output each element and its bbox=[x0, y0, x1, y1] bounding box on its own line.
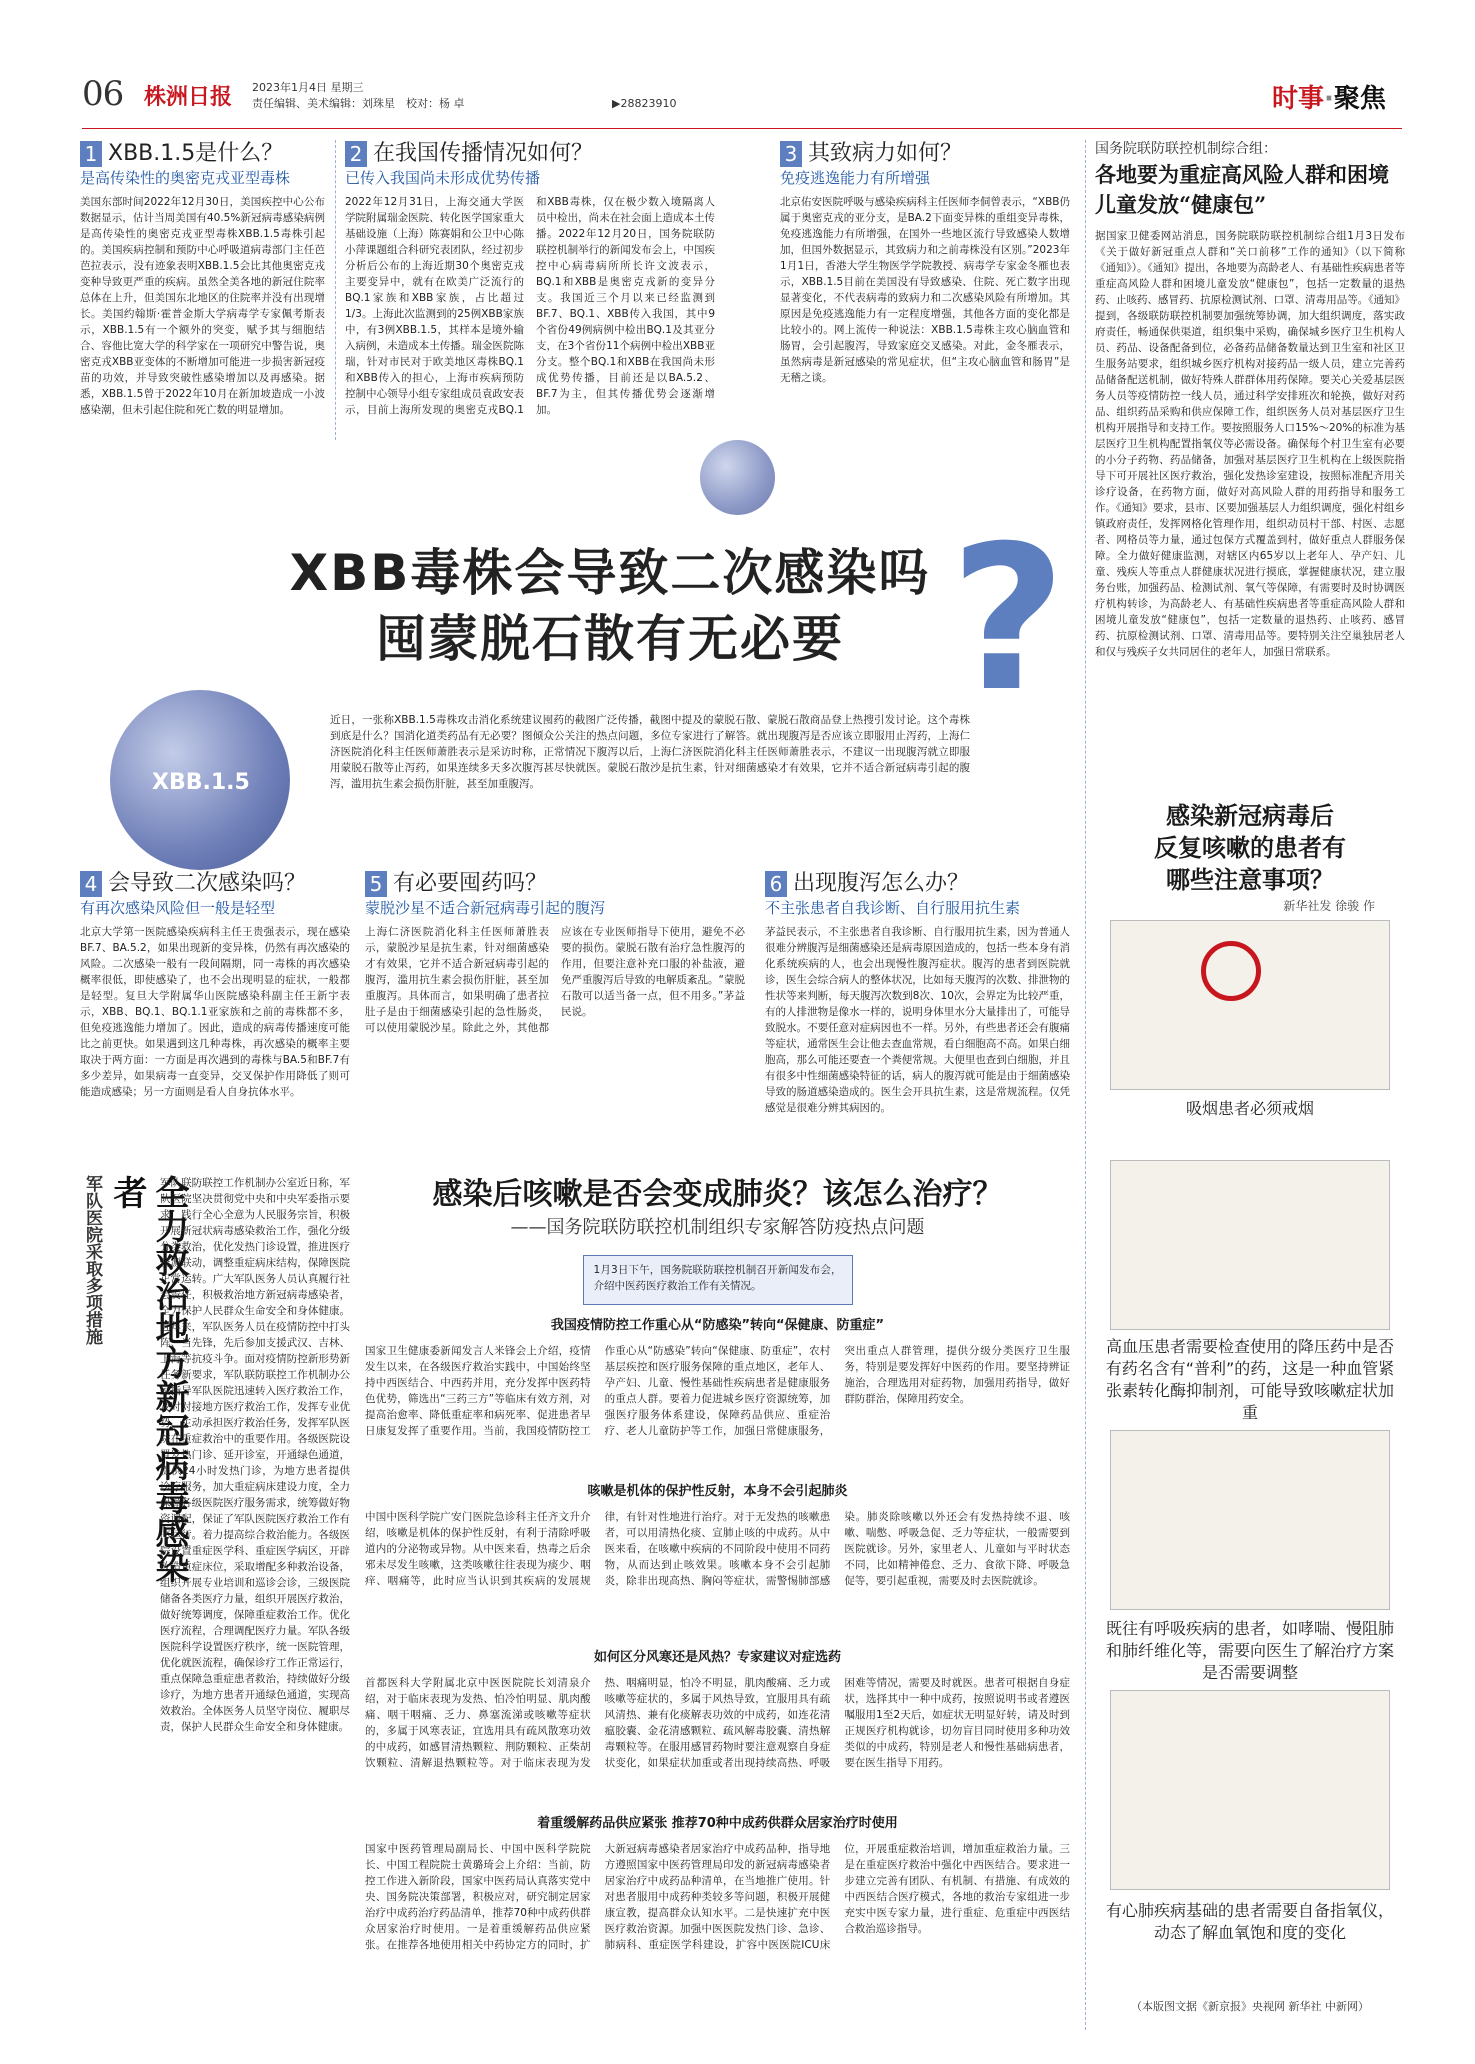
main-heading-1: 我国疫情防控工作重心从“防感染”转向“保健康、防重症” bbox=[550, 1318, 885, 1333]
q4-body: 北京大学第一医院感染疾病科主任王贵强表示，现在感染BF.7、BA.5.2，如果出现新的变异株，仍然有再次感染的风险。二次感染一般有一段间隔期，同一毒株的再次感染概率很低，即使感染了，也不会出现明显的症状，一般都是轻型。复旦大学附属华山医院感染科副主任王新宇表示，XBB、BQ.1、BQ.1.1亚家族和之前的毒株都不多，但免疫逃逸能力增加了。因此，造成的病毒传播速度可能比之前更快。如果遇到这几种毒株，再次感染的概率主要取决于两方面：一方面是再次遇到的毒株与BA.5和BF.7有多少差异，如果病毒一直变异，交叉保护作用降低了则可能造成感染；另一方面则是看人自身抗体水平。 bbox=[80, 926, 350, 1098]
main-subtitle: ——国务院联防联控机制组织专家解答防疫热点问题 bbox=[510, 1217, 925, 1238]
paper-logo: 株洲日报 bbox=[144, 84, 233, 110]
header-rule bbox=[82, 128, 1402, 129]
main-para-2: 中国中医科学院广安门医院急诊科主任齐文升介绍，咳嗽是机体的保护性反射，有利于清除呼吸道内的分泌物或异物。从中医来看，热毒之后余邪未尽发生咳嗽，这类咳嗽往往表现为痰少、咽痒、咽痛等，此时应当认识到其疾病的发展规律，有针对性地进行治疗。对于无发热的咳嗽患者，可以用清热化痰、宣肺止咳的中成药。从中医来看，在咳嗽中疾病的不同阶段中使用不同药物，从而达到止咳效果。咳嗽本身不会引起肺炎，除非出现高热、胸闷等症状，需警惕肺部感染。肺炎除咳嗽以外还会有发热持续不退、咳嗽、喘憋、呼吸急促、乏力等症状，一般需要到医院就诊。另外，家里老人、儿童如与平时状态不同，比如精神倦怠、乏力、食欲下降、呼吸急促等，要引起重视，需要及时去医院就诊。 bbox=[365, 1511, 1070, 1587]
banner-title-2: 囤蒙脱石散有无必要 bbox=[376, 610, 844, 668]
no-smoking-icon bbox=[1201, 941, 1261, 1001]
main-title: 感染后咳嗽是否会变成肺炎？该怎么治疗？ bbox=[432, 1177, 1003, 1212]
q5-body: 上海仁济医院消化科主任医师萧胜表示，蒙脱沙星是抗生素，针对细菌感染才有效果，它并不适合新冠病毒引起的腹泻，滥用抗生素会损伤肝脏，甚至加重腹泻。具体而言，如果明确了患者拉肚子是由于细菌感染引起的急性肠炎，可以使用蒙脱沙星。除此之外，其他都应该在专业医师指导下使用，避免不必要的损伤。蒙脱石散有治疗急性腹泻的作用，但要注意补充口服的补盐液，避免严重腹泻后导致的电解质紊乱。“蒙脱石散可以适当备一点，但不用多。”茅益民说。 bbox=[365, 926, 745, 1034]
cartoon-caption-2: 高血压患者需要检查使用的降压药中是否有药名含有“普利”的药，这是一种血管紧张素转化酶抑制剂，可能导致咳嗽症状加重 bbox=[1105, 1337, 1395, 1422]
page-number: 06 bbox=[82, 74, 124, 114]
q3-subtitle: 免疫逃逸能力有所增强 bbox=[780, 169, 931, 187]
cartoon-title-2: 反复咳嗽的患者有 bbox=[1154, 834, 1346, 862]
q1-number: 1 bbox=[80, 141, 102, 167]
cartoon-credit: 新华社发 徐骏 作 bbox=[1283, 899, 1375, 913]
cartoon-caption-4: 有心肺疾病基础的患者需要自备指氧仪，动态了解血氧饱和度的变化 bbox=[1105, 1901, 1394, 1942]
q6-title: 出现腹泻怎么办？ bbox=[793, 871, 970, 896]
right-article bbox=[1095, 138, 1405, 780]
divider bbox=[335, 140, 336, 440]
hotline: ▶28823910 bbox=[612, 97, 677, 110]
section-dot: · bbox=[1324, 84, 1334, 114]
section-title-a: 时事 bbox=[1272, 84, 1325, 114]
military-headline: 全力救治地方新冠病毒感染者 bbox=[107, 1175, 189, 1583]
q5-number: 5 bbox=[365, 871, 387, 897]
question-mark-icon: ? bbox=[950, 503, 1067, 736]
cartoon-caption-1: 吸烟患者必须戒烟 bbox=[1185, 1099, 1314, 1118]
q6-number: 6 bbox=[765, 871, 787, 897]
main-heading-2: 咳嗽是机体的保护性反射，本身不会引起肺炎 bbox=[587, 1484, 848, 1499]
q6-block bbox=[765, 870, 1070, 1164]
military-article bbox=[80, 1175, 350, 2005]
cartoon-panel-3 bbox=[1110, 1430, 1390, 1610]
main-article bbox=[365, 1175, 1070, 2015]
cartoon-panel-1 bbox=[1110, 920, 1390, 1090]
cartoon-caption-3: 既往有呼吸疾病的患者，如哮喘、慢阻肺和肺纤维化等，需要向医生了解治疗方案是否需要调整 bbox=[1105, 1619, 1394, 1682]
source-credit: （本版图文据《新京报》央视网 新华社 中新网） bbox=[1131, 2000, 1369, 2013]
q3-title: 其致病力如何？ bbox=[808, 141, 963, 166]
q6-subtitle: 不主张患者自我诊断、自行服用抗生素 bbox=[765, 899, 1021, 917]
military-body: 军队联防联控工作机制办公室近日称，军队医院坚决贯彻党中央和中央军委指示要求，践行全心全意为人民服务宗旨，积极开展新冠状病毒感染救治工作，强化分级分类救治，优化发热门诊设置，推进医疗资源联动，调整重症病床结构，保障医院正常运转。广大军队医务人员认真履行社会责任，积极救治地方新冠病毒感染者，全力保护人民群众生命安全和身体健康。近年来，军队医务人员在疫情防控中打头阵、当先锋，先后参加支援武汉、吉林、上海等抗疫斗争。面对疫情防控新形势新任务新要求，军队联防联控工作机制办公室指导军队医院迅速转入医疗救治工作，及时对接地方医疗救治工作，发挥专业优势，主动承担医疗救治任务，发挥军队医院在重症救治中的重要作用。各级医院设置发热门诊、延开诊室，开通绿色通道，提供24小时发热门诊，为地方患者提供诊疗服务，加大重症病床建设力度，全力保障各级医院医疗服务需求，统筹做好物资调配，保证了军队医院医疗救治工作有序运行。着力提高综合救治能力。各级医院设置重症医学科、重症医学病区，开辟改造重症床位，采取增配多种救治设备，组织开展专业培训和巡诊会诊，三级医院储备各类医疗力量，组织开展医疗救治，做好统筹调度，保障重症救治工作。优化医疗流程，合理调配医疗力量。军队各级医院科学设置医疗秩序，统一医院管理，优化就医流程，确保诊疗工作正常运行，重点保障急重症患者救治，持续做好分级诊疗，为地方患者开通绿色通道，实现高效救治。全体医务人员坚守岗位、履职尽责，保护人民群众生命安全和身体健康。 bbox=[160, 1177, 350, 1733]
cartoon-title-1: 感染新冠病毒后 bbox=[1166, 802, 1334, 830]
virus-illustration bbox=[700, 440, 775, 515]
q3-body: 北京佑安医院呼吸与感染疾病科主任医师李侗曾表示，“XBB仍属于奥密克戎的亚分支，是BA.2下面变异株的重组变异毒株，免疫逃逸能力有所增强，在国外一些地区流行导致感染人数增加，但国外数据显示，其致病力和之前毒株没有区别。”2023年1月1日，香港大学生物医学学院教授、病毒学专家金冬雁也表示，XBB.1.5目前在美国没有导致感染、住院、死亡数字出现显著变化，不代表病毒的致病力和二次感染风险有所增加。其原因是免疫逃逸能力有一定程度增强，其他各方面的变化都是比较小的。网上流传一种说法：XBB.1.5毒株主攻心脑血管和肠胃，会引起腹泻，导致家庭交叉感染。对此，金冬雁表示，虽然病毒是新冠感染的常见症状，但“主攻心脑血管和肠胃”是无稽之谈。 bbox=[780, 196, 1070, 384]
banner-intro: 近日，一张称XBB.1.5毒株攻击消化系统建议囤药的截图广泛传播，截图中提及的蒙脱石散、蒙脱石散商品登上热搜引发讨论。这个毒株到底是什么？国消化道类药品有无必要？图倾众公关注的热点问题，多位专家进行了解答。就出现腹泻是否应该立即服用止泻药，上海仁济医院消化科主任医师萧胜表示是采访时称，正常情况下腹泻以后，上海仁济医院消化科主任医师萧胜表示，不建议一出现腹泻就立即服用蒙脱石散等止泻药，如果连续多天多次腹泻甚尽快就医。蒙脱石散沙是抗生素，针对细菌感染才有效果，它并不适合新冠病毒引起的腹泻，滥用抗生素会损伤肝脏，甚至加重腹泻。 bbox=[330, 714, 970, 790]
q4-subtitle: 有再次感染风险但一般是轻型 bbox=[80, 899, 276, 917]
q2-body: 2022年12月31日，上海交通大学医学院附属瑞金医院、转化医学国家重大基础设施（上海）陈赛娟和公卫中心陈小萍课题组合科研究表团队，经过初步分析后公布的上海近期30个奥密克戎主要变异中，就有在欧美广泛流行的BQ.1家族和XBB家族，占比超过1/3。上海此次监测到的25例XBB家族中，有3例XBB.1.5，其样本是境外输入病例，未造成本土传播。瑞金医院陈瑞，针对市民对于欧美地区毒株BQ.1和XBB传入的担心，上海市疾病预防控制中心领导小组专家组成员袁政安表示，目前上海所发现的奥密克戎BQ.1和XBB毒株，仅在极少数入境隔离人员中检出，尚未在社会面上造成本土传播。2022年12月20日，国务院联防联控机制举行的新闻发布会上，中国疾控中心病毒病所所长许文波表示，BQ.1和XBB是奥密克戎新的变异分支。我国近三个月以来已经监测到BF.7、BQ.1、XBB传入我国，其中9个省份49例病例中检出BQ.1及其亚分支，在3个省份11个病例中检出XBB亚分支。整个BQ.1和XBB在我国尚未形成优势传播，目前还是以BA.5.2、BF.7为主，但其传播优势会逐渐增加。 bbox=[345, 196, 715, 416]
main-lead-box: 1月3日下午，国务院联防联控机制召开新闻发布会，介绍中医药医疗救治工作有关情况。 bbox=[583, 1255, 853, 1305]
issue-date: 2023年1月4日 星期三 bbox=[252, 81, 364, 94]
military-kicker: 军队医院采取多项措施 bbox=[82, 1175, 102, 1345]
q4-block bbox=[80, 870, 350, 1164]
main-para-3: 首都医科大学附属北京中医医院院长刘清泉介绍，对于临床表现为发热、怕冷怕明显、肌肉酸痛、咽干咽痛、乏力、鼻塞流涕或咳嗽等症状的，多属于风寒表证，宜选用具有疏风散寒功效的中成药，如感冒清热颗粒、荆防颗粒、正柴胡饮颗粒、清解退热颗粒等。对于临床表现为发热、咽痛明显，怕冷不明显，肌肉酸痛、乏力或咳嗽等症状的，多属于风热导致，宜服用具有疏风清热、兼有化痰解表功效的中成药，如连花清瘟胶囊、金花清感颗粒、疏风解毒胶囊、清热解毒颗粒等。在服用感冒药物时要注意观察自身症状变化，如果症状加重或者出现持续高热、呼吸困难等情况，需要及时就医。患者可根据自身症状，选择其中一种中成药，按照说明书或者遵医嘱服用1至2天后，如症状无明显好转，请及时到正规医疗机构就诊，切勿盲目同时使用多种功效类似的中成药，特别是老人和慢性基础病患者，要在医生指导下用药。 bbox=[365, 1677, 1070, 1769]
main-heading-3: 如何区分风寒还是风热？专家建议对症选药 bbox=[593, 1650, 841, 1665]
editor-credits: 责任编辑、美术编辑：刘珠星 校对：杨 卓 bbox=[252, 97, 465, 110]
banner bbox=[80, 503, 1070, 840]
page-header bbox=[82, 74, 1402, 128]
right-column-divider bbox=[1085, 140, 1086, 2030]
q5-block bbox=[365, 870, 745, 1164]
q5-title: 有必要囤药吗？ bbox=[393, 871, 548, 896]
right-kicker: 国务院联防联控机制综合组： bbox=[1095, 141, 1277, 157]
cartoon-feature bbox=[1095, 800, 1405, 916]
q2-number: 2 bbox=[345, 141, 367, 167]
cartoon-panel-2 bbox=[1110, 1160, 1390, 1330]
q4-number: 4 bbox=[80, 871, 102, 897]
q1-body: 美国东部时间2022年12月30日，美国疾控中心公布数据显示，估计当周美国有40.5%新冠病毒感染病例是高传染性的奥密克戎亚型毒株XBB.1.5毒株引起的。美国疾病控制和预防中心呼吸道病毒部门主任芭芭拉表示，没有迹象表明XBB.1.5会比其他奥密克戎变种导致更严重的疾病。虽然全美各地的新冠住院率总体在上升，但美国东北地区的住院率并没有出现增长。美国约翰斯·霍普金斯大学病毒学专家佩考斯表示，XBB.1.5有一个额外的突变，赋予其与细胞结合、容他比宽大学的科学家在一项研究中警告说，奥密克戎XBB亚变体的不断增加可能进一步损害新冠疫苗的功效，并导致突破性感染增加以及再感染。据悉，XBB.1.5曾于2022年10月在新加坡造成一小波感染潮，但未引起住院和死亡数的明显增加。 bbox=[80, 196, 325, 416]
q6-body: 茅益民表示，不主张患者自我诊断、自行服用抗生素，因为普通人很难分辨腹泻是细菌感染还是病毒原因造成的，包括一些本身有消化系统疾病的人，也会出现慢性腹泻症状。腹泻的患者到医院就诊，医生会综合病人的整体状况，比如每天腹泻的次数、排泄物的性状等来判断，每天腹泻次数到8次、10次，会界定为比较严重，有的人排泄物是像水一样的，说明身体里水分大量排出了，可能导致脱水。不要任意对症病因也不一样。另外，有些患者还会有腹痛等症状，通常医生会让他去查血常规，看白细胞高不高。如果白细胞高，那么可能还要查一个粪便常规。大便里也查到白细胞，并且有很多中性细菌感染特征的话，病人的腹泻就可能是由于细菌感染导致的肠道感染造成的。医生会开具抗生素，这是常规流程。仅凭感觉是很难分辨其病因的。 bbox=[765, 926, 1070, 1114]
q4-title: 会导致二次感染吗？ bbox=[108, 871, 307, 896]
right-headline: 各地要为重症高风险人群和困境儿童发放“健康包” bbox=[1095, 162, 1389, 217]
q1-subtitle: 是高传染性的奥密克戎亚型毒株 bbox=[80, 169, 291, 187]
main-heading-4: 着重缓解药品供应紧张 推荐70种中成药供群众居家治疗时使用 bbox=[537, 1816, 898, 1831]
main-para-4: 国家中医药管理局副局长、中国中医科学院院长、中国工程院院士黄璐琦会上介绍：当前，防控工作进入新阶段，国家中医药局认真落实党中央、国务院决策部署，积极应对，研究制定居家治疗中成药治疗药品清单，推荐70种中成药供群众居家治疗时使用。一是着重缓解药品供应紧张。在推荐各地使用相关中药协定方的同时，扩大新冠病毒感染者居家治疗中成药品种，指导地方遵照国家中医药管理局印发的新冠病毒感染者居家治疗中成药品种清单，在当地推广使用。针对患者服用中成药种类较多等问题，积极开展健康宣教，提高群众认知水平。二是快速扩充中医医疗救治资源。加强中医医院发热门诊、急诊、肺病科、重症医学科建设，扩容中医医院ICU床位，开展重症救治培训，增加重症救治力量。三是在重症医疗救治中强化中西医结合。要求进一步建立完善有团队、有机制、有措施、有成效的中西医结合医疗模式，各地的救治专家组进一步充实中医专家力量，进行重症、危重症中西医结合救治巡诊指导。 bbox=[365, 1843, 1070, 1951]
cartoon-title-3: 哪些注意事项？ bbox=[1166, 866, 1334, 894]
q5-subtitle: 蒙脱沙星不适合新冠病毒引起的腹泻 bbox=[365, 899, 606, 917]
right-body: 据国家卫健委网站消息，国务院联防联控机制综合组1月3日发布《关于做好新冠重点人群和“关口前移”工作的通知》（以下简称《通知》）。《通知》提出，各地要为高龄老人、有基础性疾病患者等重症高风险人群和困境儿童发放“健康包”，包括一定数量的退热药、止咳药、感冒药、抗原检测试剂、口罩、清毒用品等。《通知》提到，各级联防联控机制要加强统筹协调，加大组织调度，落实政府责任，畅通保供渠道，组织集中采购，确保城乡医疗卫生机构人员、药品、设备配备到位，必备药品储备数量达到卫生室和社区卫生服务站要求，组织城乡医疗机构对接药品一级人员，建立完善药品储备配送机制，做好特殊人群群体用药保障。要关心关爱基层医务人员等疫情防控一线人员，通过科学安排班次和轮换，做好对药品、组织药品采购和供应保障工作，组织医务人员对基层医疗卫生机构开展指导和支持工作。要按照服务人口15%～20%的标准为基层医疗卫生机构配置指氧仪等必需设备。确保每个村卫生室有必要的小分子药物、药品储备，加强对基层医疗卫生机构在上级医院指导下可开展社区医疗救治，强化发热诊室建设，按照标准配齐用关诊疗设备，在药物方面，做好对高风险人群的用药指导和服务工作。《通知》要求，县市、区要加强基层人力组织调度，强化村组乡镇政府责任，发挥网格化管理作用，组织动员村干部、村医、志愿者、网格员等力量，通过包保方式覆盖到村，做好重点人群服务保障。全力做好健康监测，对辖区内65岁以上老年人、孕产妇、儿童、残疾人等重点人群健康状况进行摸底，掌握健康状况，建立服务台账，加强药品、检测试剂、氧气等保障，有需要时及时协调医疗机构转诊，为高龄老人、有基础性疾病患者等重症高风险人群和困境儿童发放“健康包”，包括一定数量的退热药、止咳药、感冒药、抗原检测试剂、口罩、清毒用品等。要特别关注空巢独居老人和仅与残疾子女共同居住的老年人，加强日常联系。 bbox=[1095, 230, 1405, 658]
q2-title: 在我国传播情况如何？ bbox=[373, 141, 594, 166]
banner-title-1: XBB毒株会导致二次感染吗 bbox=[289, 544, 931, 602]
section-title bbox=[1272, 78, 1386, 115]
section-title-b: 聚焦 bbox=[1333, 84, 1386, 114]
q3-block bbox=[780, 140, 1070, 464]
cartoon-panel-4 bbox=[1110, 1690, 1390, 1890]
q3-number: 3 bbox=[780, 141, 802, 167]
q2-block bbox=[345, 140, 715, 464]
q2-subtitle: 已传入我国尚未形成优势传播 bbox=[345, 169, 541, 187]
virus-label: XBB.1.5 bbox=[152, 770, 250, 795]
q1-block bbox=[80, 140, 325, 464]
q1-title: XBB.1.5是什么？ bbox=[108, 141, 284, 166]
main-para-1: 国家卫生健康委新闻发言人米锋会上介绍，疫情发生以来，在各级医疗救治实践中，中国始终坚持中西医结合、中西药并用，充分发挥中医药特色优势，筛选出“三药三方”等临床有效方剂，对提高治愈率、降低重症率和病死率、促进患者早日康复发挥了重要作用。当前，我国疫情防控工作重心从“防感染”转向“保健康、防重症”，农村基层疾控和医疗服务保障的重点地区，老年人、孕产妇、儿童、慢性基础性疾病患者是健康服务的重点人群。要着力促进城乡医疗资源统筹，加强医疗服务体系建设，保障药品供应、重症治疗、老人儿童防护等工作，加强日常健康服务，突出重点人群管理，提供分级分类医疗卫生服务，特别是要发挥好中医药的作用。要坚持辨证施治，合理选用对症药物，加强用药指导，做好群防群治，保障用药安全。 bbox=[365, 1345, 1070, 1437]
